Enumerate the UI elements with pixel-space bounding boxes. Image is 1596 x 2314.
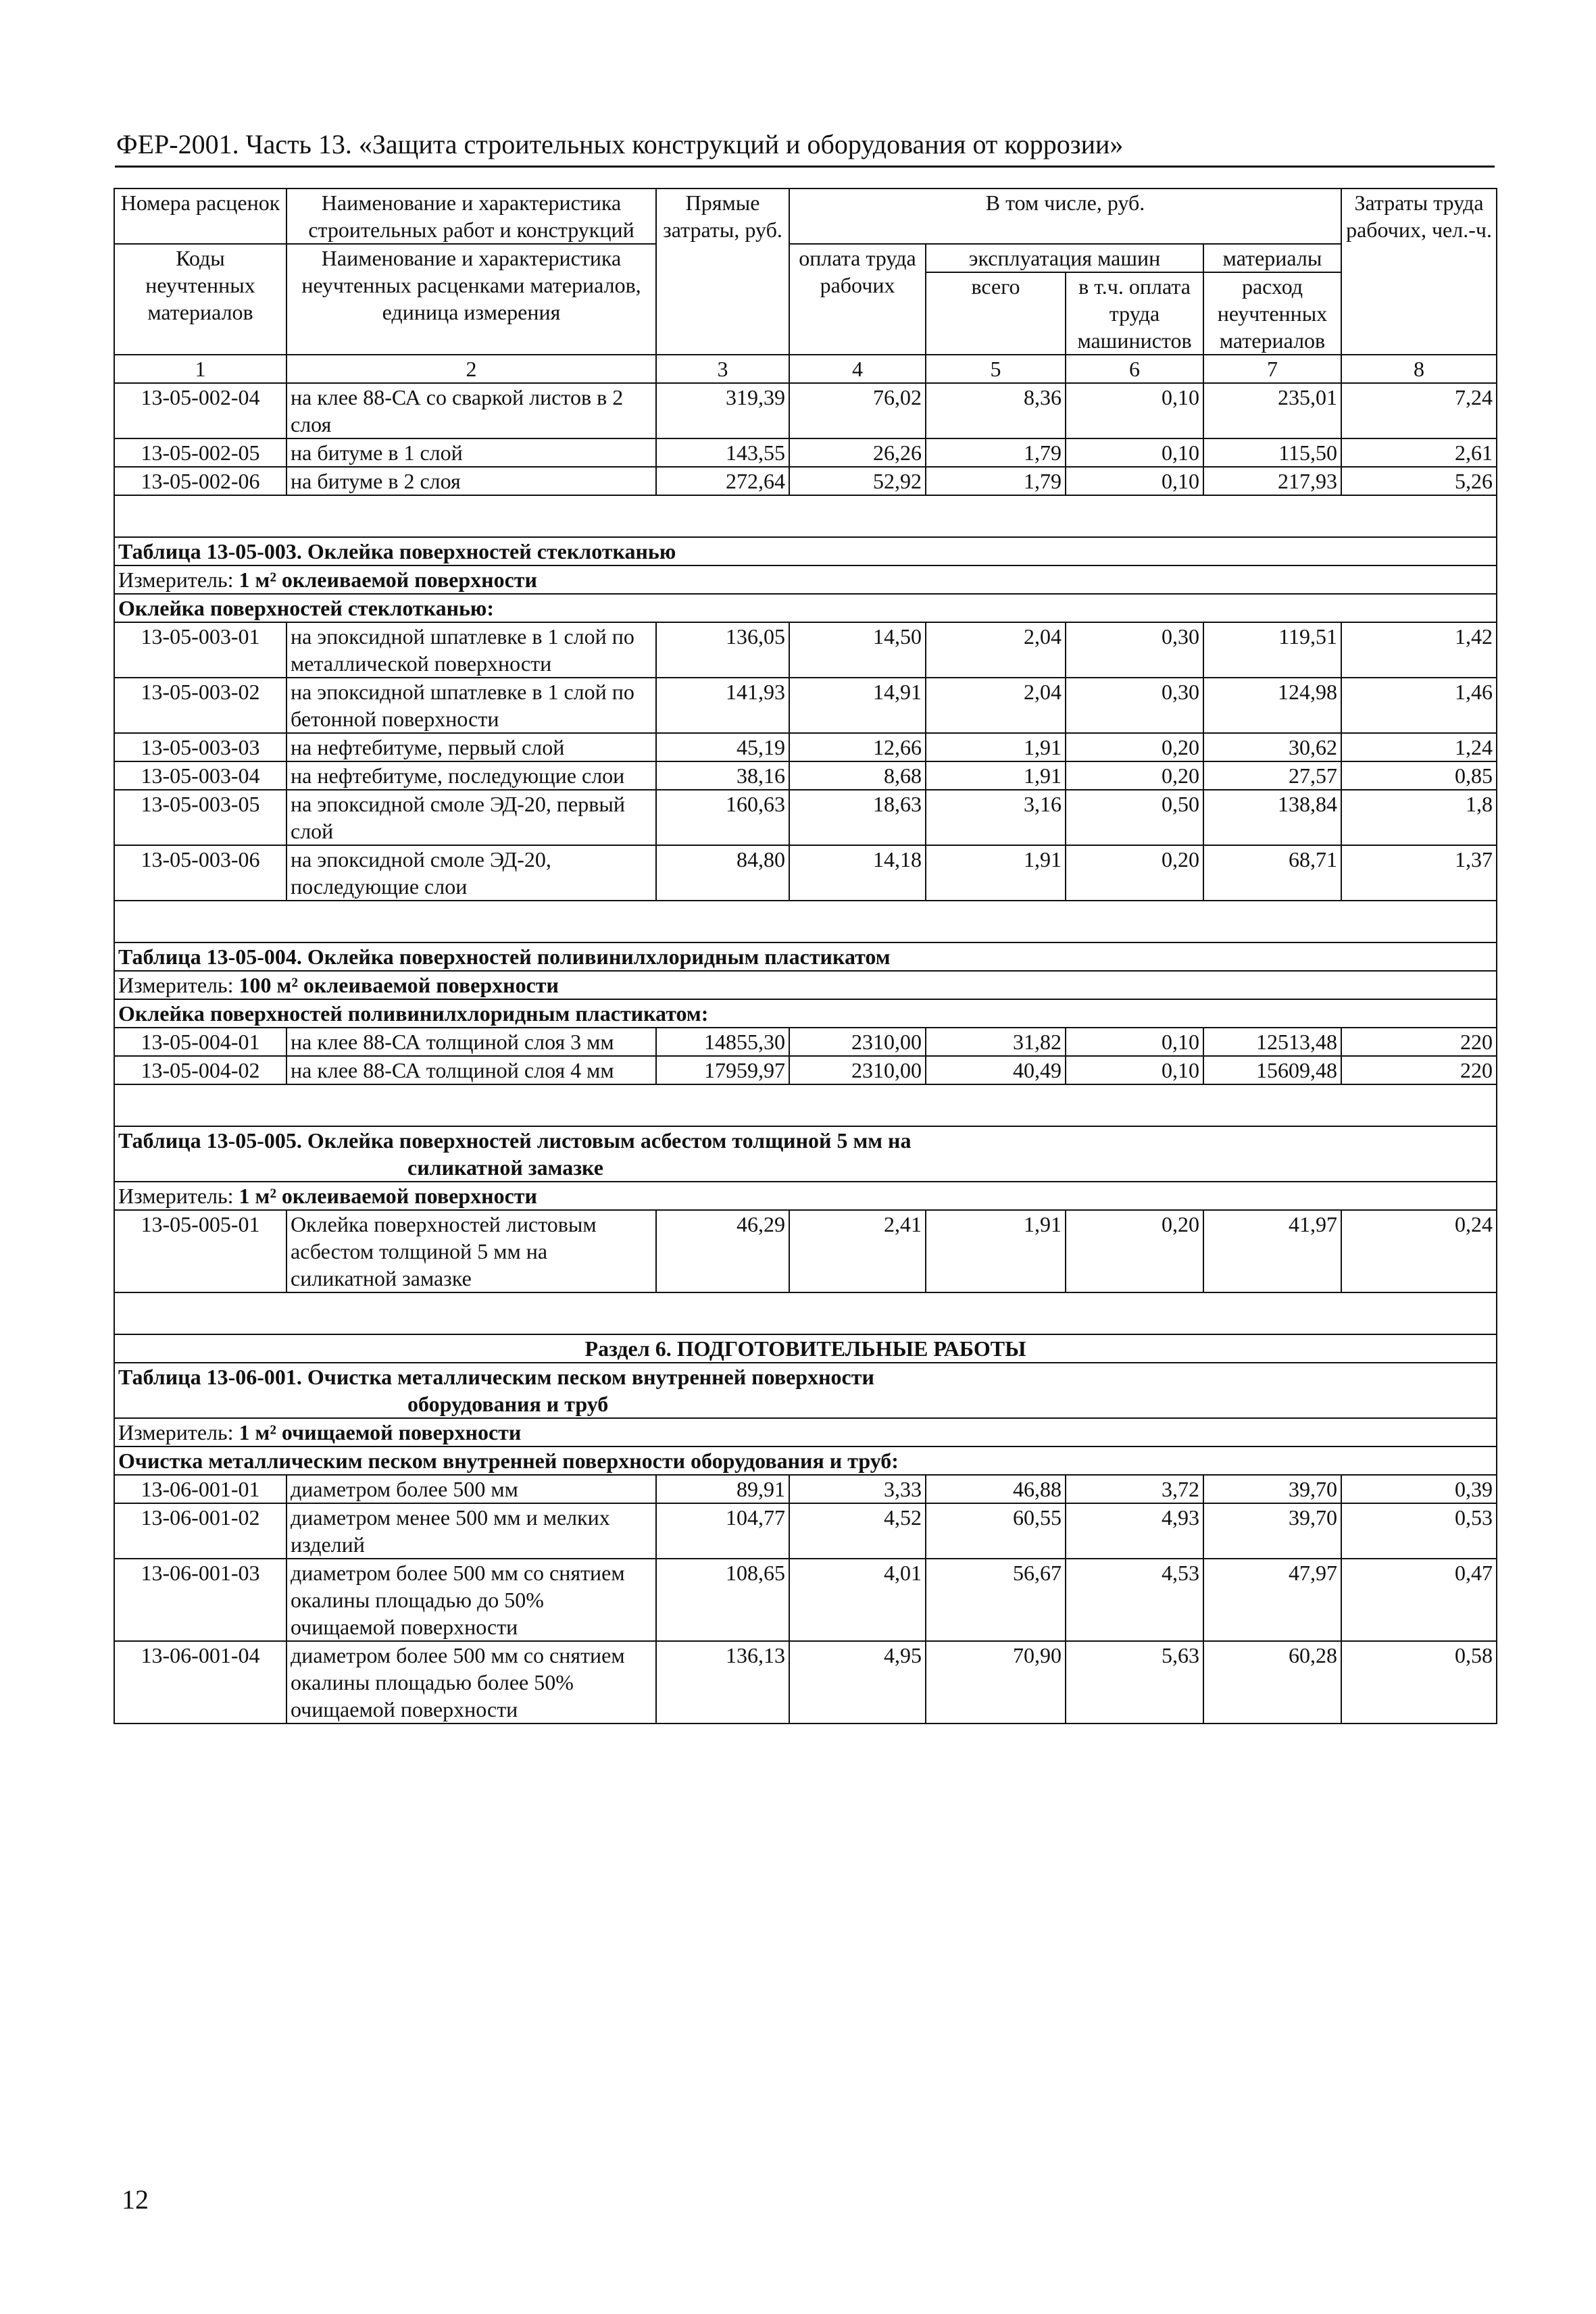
spacer-cell	[114, 1292, 1497, 1334]
labor-value: 220	[1341, 1028, 1497, 1056]
materials-value: 47,97	[1203, 1559, 1341, 1641]
materials-value: 15609,48	[1203, 1056, 1341, 1084]
table-title-13-05-003	[114, 537, 1497, 565]
machines-total-header: всего	[926, 272, 1066, 355]
spacer-row	[114, 901, 1497, 942]
work-name: на нефтебитуме, первый слой	[286, 733, 656, 761]
work-name: на эпоксидной шпатлевке в 1 слой по металлической поверхности	[286, 622, 656, 678]
section-title: Раздел 6. ПОДГОТОВИТЕЛЬНЫЕ РАБОТЫ	[114, 1334, 1497, 1363]
rate-code: 13-05-002-04	[114, 383, 286, 438]
materials-value: 39,70	[1203, 1475, 1341, 1503]
measure-label: Измеритель:	[118, 973, 239, 997]
materials-value: 124,98	[1203, 678, 1341, 733]
table-title-line: Таблица 13-05-004. Оклейка поверхностей поливинилхлоридным пластикатом	[118, 945, 891, 969]
direct-cost: 143,55	[656, 438, 789, 467]
measure-unit	[114, 565, 1497, 594]
page-number: 12	[122, 2184, 149, 2215]
rate-code: 13-06-001-02	[114, 1503, 286, 1559]
wages-value: 14,50	[789, 622, 926, 678]
machines-total-value: 40,49	[926, 1056, 1066, 1084]
wages-value: 18,63	[789, 790, 926, 845]
wages-header: оплата труда рабочих	[789, 244, 926, 355]
machines-total-value: 46,88	[926, 1475, 1066, 1503]
machines-incl-value: 0,20	[1066, 761, 1203, 790]
direct-cost: 14855,30	[656, 1028, 789, 1056]
machines-incl-value: 0,50	[1066, 790, 1203, 845]
direct-cost: 45,19	[656, 733, 789, 761]
measure-value: 1 м² оклеиваемой поверхности	[239, 1184, 537, 1208]
machines-incl-value: 0,10	[1066, 467, 1203, 495]
machines-incl-value: 4,93	[1066, 1503, 1203, 1559]
rate-code: 13-05-003-03	[114, 733, 286, 761]
work-name: диаметром менее 500 мм и мелких изделий	[286, 1503, 656, 1559]
column-index: 4	[789, 355, 926, 383]
table-row	[114, 845, 1497, 901]
measure-unit	[114, 1418, 1497, 1447]
table-title-line: силикатной замазке	[407, 1155, 603, 1180]
materials-value: 138,84	[1203, 790, 1341, 845]
direct-cost: 108,65	[656, 1559, 789, 1641]
rate-code: 13-05-004-01	[114, 1028, 286, 1056]
table-row	[114, 1503, 1497, 1559]
group-heading: Оклейка поверхностей поливинилхлоридным пластикатом:	[114, 999, 1497, 1028]
work-name: на битуме в 1 слой	[286, 438, 656, 467]
work-name: на клее 88-СА толщиной слоя 4 мм	[286, 1056, 656, 1084]
col1-bottom-header: Коды неучтенных материалов	[114, 244, 286, 355]
machines-incl-value: 0,10	[1066, 383, 1203, 438]
table-title-line: оборудования и труб	[407, 1392, 609, 1416]
machines-incl-value: 0,10	[1066, 438, 1203, 467]
materials-value: 235,01	[1203, 383, 1341, 438]
rate-code: 13-05-002-06	[114, 467, 286, 495]
spacer-row	[114, 495, 1497, 537]
materials-value: 115,50	[1203, 438, 1341, 467]
spacer-cell	[114, 1084, 1497, 1126]
table-row	[114, 733, 1497, 761]
labor-value: 0,47	[1341, 1559, 1497, 1641]
measure-label: Измеритель:	[118, 1420, 239, 1444]
labor-value: 220	[1341, 1056, 1497, 1084]
materials-value: 27,57	[1203, 761, 1341, 790]
labor-header: Затраты труда рабочих, чел.-ч.	[1341, 188, 1497, 355]
work-name: на эпоксидной шпатлевке в 1 слой по бетонной поверхности	[286, 678, 656, 733]
column-index: 1	[114, 355, 286, 383]
column-index: 5	[926, 355, 1066, 383]
labor-value: 1,46	[1341, 678, 1497, 733]
measure-value: 100 м² оклеиваемой поверхности	[239, 973, 559, 997]
col2-top-header: Наименование и характеристика строительных работ и конструкций	[286, 188, 656, 244]
table-row	[114, 1475, 1497, 1503]
materials-value: 12513,48	[1203, 1028, 1341, 1056]
labor-value: 0,39	[1341, 1475, 1497, 1503]
wages-value: 26,26	[789, 438, 926, 467]
machines-total-value: 1,79	[926, 467, 1066, 495]
measure-unit	[114, 971, 1497, 999]
machines-total-value: 8,36	[926, 383, 1066, 438]
rate-code: 13-05-004-02	[114, 1056, 286, 1084]
work-name: диаметром более 500 мм со снятием окалины площадью до 50% очищаемой поверхности	[286, 1559, 656, 1641]
machines-total-value: 60,55	[926, 1503, 1066, 1559]
table-title-line: Таблица 13-05-003. Оклейка поверхностей стеклотканью	[118, 539, 676, 563]
materials-value: 68,71	[1203, 845, 1341, 901]
materials-value: 41,97	[1203, 1210, 1341, 1292]
table-row	[114, 761, 1497, 790]
materials-value: 30,62	[1203, 733, 1341, 761]
column-index: 7	[1203, 355, 1341, 383]
wages-value: 14,18	[789, 845, 926, 901]
table-row	[114, 1559, 1497, 1641]
measure-unit	[114, 1182, 1497, 1210]
rate-code: 13-05-005-01	[114, 1210, 286, 1292]
table-row	[114, 383, 1497, 438]
table-title-line: Таблица 13-06-001. Очистка металлическим песком внутренней поверхности	[118, 1365, 874, 1389]
materials-value: 39,70	[1203, 1503, 1341, 1559]
machines-total-value: 1,91	[926, 845, 1066, 901]
wages-value: 8,68	[789, 761, 926, 790]
direct-cost-header: Прямые затраты, руб.	[656, 188, 789, 355]
work-name: диаметром более 500 мм	[286, 1475, 656, 1503]
spacer-row	[114, 1292, 1497, 1334]
materials-value: 217,93	[1203, 467, 1341, 495]
machines-total-value: 1,91	[926, 733, 1066, 761]
including-header: В том числе, руб.	[789, 188, 1341, 244]
labor-value: 1,42	[1341, 622, 1497, 678]
group-heading: Оклейка поверхностей стеклотканью:	[114, 594, 1497, 622]
materials-value: 60,28	[1203, 1641, 1341, 1724]
materials-header: материалы	[1203, 244, 1341, 272]
rate-code: 13-05-003-05	[114, 790, 286, 845]
labor-value: 2,61	[1341, 438, 1497, 467]
table-title-13-05-005	[114, 1126, 1497, 1182]
table-row	[114, 438, 1497, 467]
wages-value: 14,91	[789, 678, 926, 733]
table-row	[114, 1056, 1497, 1084]
machines-incl-value: 0,30	[1066, 678, 1203, 733]
work-name: на клее 88-СА толщиной слоя 3 мм	[286, 1028, 656, 1056]
labor-value: 1,24	[1341, 733, 1497, 761]
machines-incl-value: 3,72	[1066, 1475, 1203, 1503]
table-row	[114, 467, 1497, 495]
wages-value: 3,33	[789, 1475, 926, 1503]
labor-value: 0,85	[1341, 761, 1497, 790]
direct-cost: 104,77	[656, 1503, 789, 1559]
machines-total-value: 2,04	[926, 622, 1066, 678]
machines-incl-value: 0,20	[1066, 733, 1203, 761]
machines-header: эксплуатация машин	[926, 244, 1203, 272]
machines-incl-value: 0,10	[1066, 1028, 1203, 1056]
column-index: 3	[656, 355, 789, 383]
direct-cost: 272,64	[656, 467, 789, 495]
wages-value: 12,66	[789, 733, 926, 761]
work-name: на эпоксидной смоле ЭД-20, последующие слои	[286, 845, 656, 901]
wages-value: 4,52	[789, 1503, 926, 1559]
work-name: на битуме в 2 слоя	[286, 467, 656, 495]
direct-cost: 160,63	[656, 790, 789, 845]
labor-value: 0,53	[1341, 1503, 1497, 1559]
work-name: Оклейка поверхностей листовым асбестом толщиной 5 мм на силикатной замазке	[286, 1210, 656, 1292]
table-row	[114, 622, 1497, 678]
direct-cost: 38,16	[656, 761, 789, 790]
machines-incl-value: 0,10	[1066, 1056, 1203, 1084]
price-table	[114, 188, 1497, 1724]
table-row	[114, 1641, 1497, 1724]
work-name: на клее 88-СА со сваркой листов в 2 слоя	[286, 383, 656, 438]
rate-code: 13-06-001-04	[114, 1641, 286, 1724]
running-title: ФЕР-2001. Часть 13. «Защита строительных конструкций и оборудования от коррозии»	[116, 129, 1124, 159]
column-index: 2	[286, 355, 656, 383]
machines-incl-value: 0,30	[1066, 622, 1203, 678]
direct-cost: 17959,97	[656, 1056, 789, 1084]
direct-cost: 136,13	[656, 1641, 789, 1724]
machines-incl-value: 4,53	[1066, 1559, 1203, 1641]
work-name: на нефтебитуме, последующие слои	[286, 761, 656, 790]
machines-incl-value: 0,20	[1066, 845, 1203, 901]
spacer-cell	[114, 901, 1497, 942]
table-title-line: Таблица 13-05-005. Оклейка поверхностей листовым асбестом толщиной 5 мм на	[118, 1128, 912, 1153]
direct-cost: 136,05	[656, 622, 789, 678]
col2-bottom-header: Наименование и характеристика неучтенных расценками материалов, единица измерения	[286, 244, 656, 355]
work-name: диаметром более 500 мм со снятием окалины площадью более 50% очищаемой поверхности	[286, 1641, 656, 1724]
machines-total-value: 2,04	[926, 678, 1066, 733]
rate-code: 13-06-001-01	[114, 1475, 286, 1503]
column-index-row	[114, 355, 1497, 383]
group-heading: Очистка металлическим песком внутренней поверхности оборудования и труб:	[114, 1447, 1497, 1475]
labor-value: 0,24	[1341, 1210, 1497, 1292]
measure-label: Измеритель:	[118, 1184, 239, 1208]
wages-value: 2,41	[789, 1210, 926, 1292]
materials-unacc-header: расход неучтенных материалов	[1203, 272, 1341, 355]
measure-value: 1 м² оклеиваемой поверхности	[239, 568, 537, 592]
rate-code: 13-06-001-03	[114, 1559, 286, 1641]
machines-total-value: 1,91	[926, 761, 1066, 790]
labor-value: 1,37	[1341, 845, 1497, 901]
column-index: 6	[1066, 355, 1203, 383]
machines-total-value: 70,90	[926, 1641, 1066, 1724]
labor-value: 5,26	[1341, 467, 1497, 495]
table-title-13-06-001	[114, 1363, 1497, 1418]
table-row	[114, 790, 1497, 845]
direct-cost: 46,29	[656, 1210, 789, 1292]
header-rule	[115, 166, 1495, 168]
machines-incl-value: 0,20	[1066, 1210, 1203, 1292]
table-title-13-05-004	[114, 942, 1497, 971]
labor-value: 7,24	[1341, 383, 1497, 438]
machines-total-value: 3,16	[926, 790, 1066, 845]
machines-total-value: 1,79	[926, 438, 1066, 467]
wages-value: 4,01	[789, 1559, 926, 1641]
machines-incl-value: 5,63	[1066, 1641, 1203, 1724]
labor-value: 1,8	[1341, 790, 1497, 845]
measure-label: Измеритель:	[118, 568, 239, 592]
direct-cost: 319,39	[656, 383, 789, 438]
rate-code: 13-05-003-04	[114, 761, 286, 790]
wages-value: 76,02	[789, 383, 926, 438]
wages-value: 52,92	[789, 467, 926, 495]
measure-value: 1 м² очищаемой поверхности	[239, 1420, 522, 1444]
col1-top-header: Номера расценок	[114, 188, 286, 244]
table-body	[114, 188, 1497, 1724]
machines-incl-header: в т.ч. оплата труда машинистов	[1066, 272, 1203, 355]
table-row	[114, 678, 1497, 733]
wages-value: 2310,00	[789, 1056, 926, 1084]
machines-total-value: 1,91	[926, 1210, 1066, 1292]
rate-code: 13-05-003-06	[114, 845, 286, 901]
column-index: 8	[1341, 355, 1497, 383]
table-row	[114, 1028, 1497, 1056]
rate-code: 13-05-002-05	[114, 438, 286, 467]
machines-total-value: 56,67	[926, 1559, 1066, 1641]
table-row	[114, 1210, 1497, 1292]
direct-cost: 84,80	[656, 845, 789, 901]
direct-cost: 89,91	[656, 1475, 789, 1503]
work-name: на эпоксидной смоле ЭД-20, первый слой	[286, 790, 656, 845]
wages-value: 2310,00	[789, 1028, 926, 1056]
spacer-cell	[114, 495, 1497, 537]
direct-cost: 141,93	[656, 678, 789, 733]
rate-code: 13-05-003-01	[114, 622, 286, 678]
machines-total-value: 31,82	[926, 1028, 1066, 1056]
materials-value: 119,51	[1203, 622, 1341, 678]
spacer-row	[114, 1084, 1497, 1126]
wages-value: 4,95	[789, 1641, 926, 1724]
labor-value: 0,58	[1341, 1641, 1497, 1724]
rate-code: 13-05-003-02	[114, 678, 286, 733]
